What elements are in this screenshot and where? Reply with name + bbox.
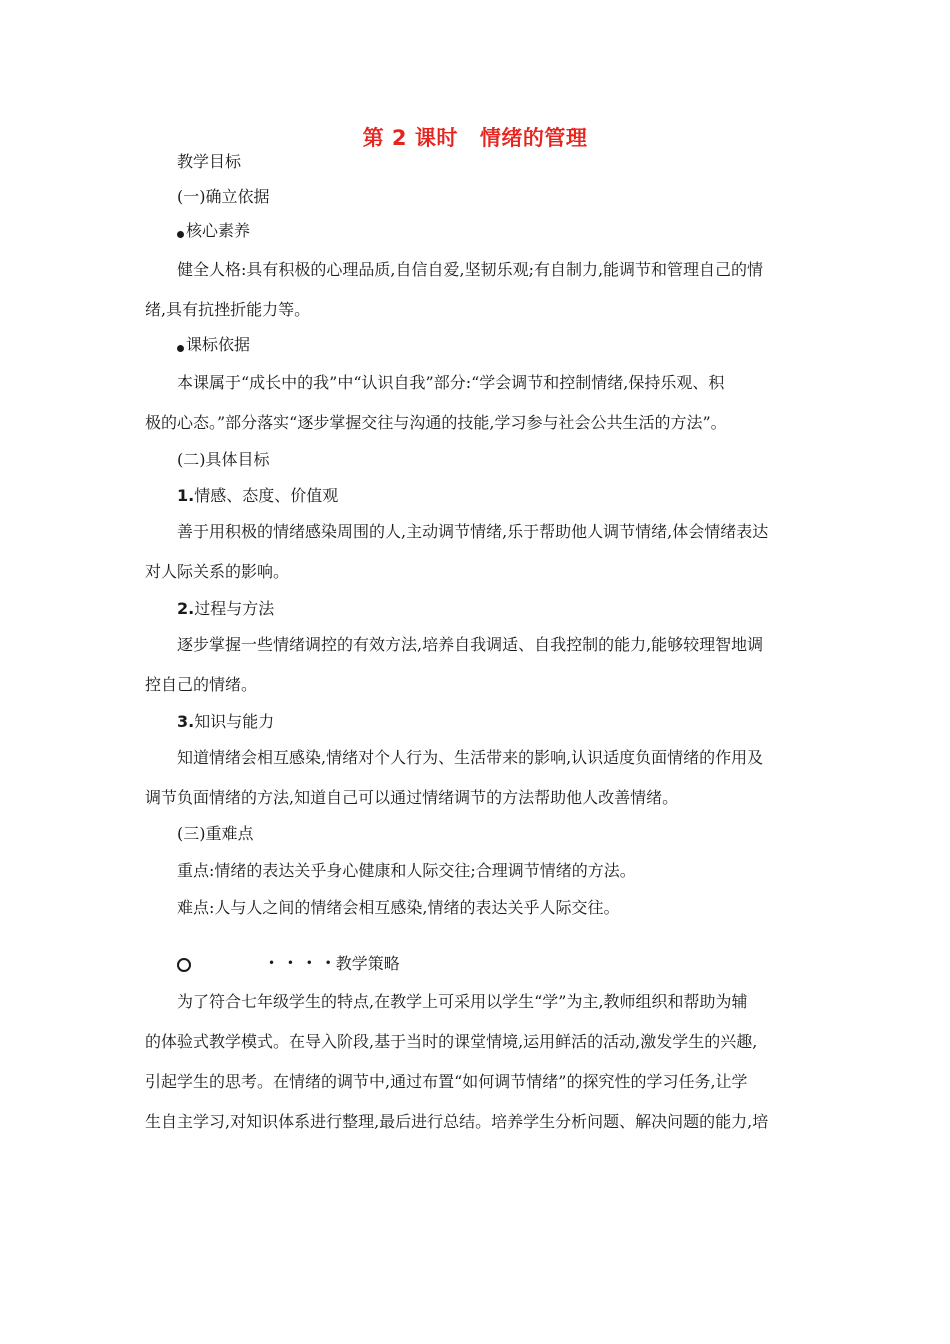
curriculum-basis-heading: 课标依据 xyxy=(177,334,842,356)
basis-paragraph-line2: 极的心态。”部分落实“逐步掌握交往与沟通的技能,学习参与社会公共生活的方法”。 xyxy=(145,413,727,432)
goal3-heading: 3.知识与能力 xyxy=(177,712,275,731)
difficult-point: 难点:人与人之间的情绪会相互感染,情绪的表达关乎人际交往。 xyxy=(177,898,620,917)
key-point: 重点:情绪的表达关乎身心健康和人际交往;合理调节情绪的方法。 xyxy=(177,861,636,880)
core-literacy-heading: 核心素养 xyxy=(177,220,842,242)
page-title xyxy=(0,122,950,152)
goal1-heading: 1.情感、态度、价值观 xyxy=(177,486,339,505)
teaching-goals-heading: 教学目标 xyxy=(177,152,242,171)
goal3-paragraph-line2: 调节负面情绪的方法,知道自己可以通过情绪调节的方法帮助他人改善情绪。 xyxy=(145,788,679,807)
basis-paragraph-line1: 本课属于“成长中的我”中“认识自我”部分:“学会调节和控制情绪,保持乐观、积 xyxy=(177,373,725,392)
title-topic: 情绪的管理 xyxy=(479,126,588,150)
goal1-paragraph-line1: 善于用积极的情绪感染周围的人,主动调节情绪,乐于帮助他人调节情绪,体会情绪表达 xyxy=(177,522,769,541)
strategy-paragraph-line1: 为了符合七年级学生的特点,在教学上可采用以学生“学”为主,教师组织和帮助为辅 xyxy=(177,992,748,1011)
goal2-heading: 2.过程与方法 xyxy=(177,599,275,618)
goal2-paragraph-line1: 逐步掌握一些情绪调控的有效方法,培养自我调适、自我控制的能力,能够较理智地调 xyxy=(177,635,764,654)
strategy-paragraph-line2: 的体验式教学模式。在导入阶段,基于当时的课堂情境,运用鲜活的活动,激发学生的兴趣, xyxy=(145,1032,758,1051)
goal3-paragraph-line1: 知道情绪会相互感染,情绪对个人行为、生活带来的影响,认识适度负面情绪的作用及 xyxy=(177,748,764,767)
circle-marker-icon xyxy=(177,958,191,972)
core-paragraph-line1: 健全人格:具有积极的心理品质,自信自爱,坚韧乐观;有自制力,能调节和管理自己的情 xyxy=(177,260,764,279)
strategy-heading: • • • •教学策略 xyxy=(268,954,400,973)
goal2-paragraph-line2: 控自己的情绪。 xyxy=(145,675,258,694)
section1-heading: (一)确立依据 xyxy=(177,187,270,206)
strategy-paragraph-line3: 引起学生的思考。在情绪的调节中,通过布置“如何调节情绪”的探究性的学习任务,让学 xyxy=(145,1072,748,1091)
core-paragraph-line2: 绪,具有抗挫折能力等。 xyxy=(145,300,311,319)
title-lesson: 第 2 课时 xyxy=(362,126,458,150)
strategy-paragraph-line4: 生自主学习,对知识体系进行整理,最后进行总结。培养学生分析问题、解决问题的能力,培 xyxy=(145,1112,769,1131)
section3-heading: (三)重难点 xyxy=(177,824,254,843)
section2-heading: (二)具体目标 xyxy=(177,450,270,469)
goal1-paragraph-line2: 对人际关系的影响。 xyxy=(145,562,290,581)
